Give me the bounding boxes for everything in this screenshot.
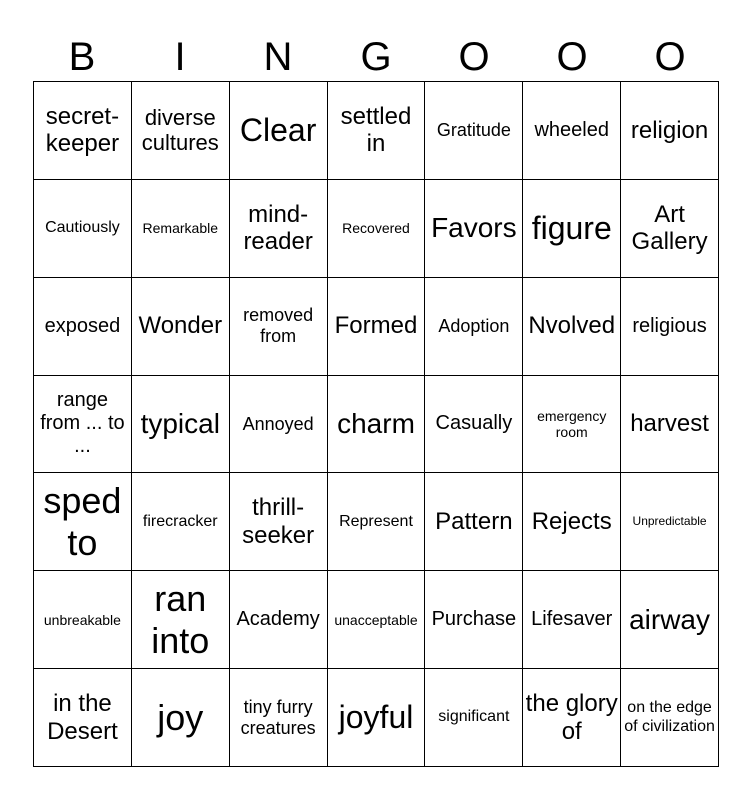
bingo-cell[interactable] [132, 376, 230, 474]
cell-text: Clear [239, 112, 317, 149]
cell-text: Favors [431, 212, 517, 244]
cell-text: the glory of [525, 689, 618, 745]
cell-text: unbreakable [43, 611, 121, 628]
bingo-cell[interactable] [132, 82, 230, 180]
bingo-cell[interactable] [328, 669, 426, 767]
bingo-cell[interactable] [425, 571, 523, 669]
bingo-cell[interactable] [230, 473, 328, 571]
cell-text: mind-reader [243, 200, 313, 256]
bingo-cell[interactable] [523, 82, 621, 180]
cell-text: Purchase [431, 608, 517, 631]
cell-text: Remarkable [142, 220, 219, 237]
cell-text: removed from [243, 305, 314, 347]
cell-text: charm [337, 407, 415, 439]
bingo-cell[interactable] [328, 473, 426, 571]
bingo-cell[interactable] [230, 669, 328, 767]
cell-text: Adoption [438, 315, 510, 336]
cell-text: Recovered [342, 220, 410, 237]
cell-text: exposed [44, 314, 121, 337]
bingo-cell[interactable] [34, 473, 132, 571]
bingo-cell[interactable] [523, 180, 621, 278]
bingo-cell[interactable] [425, 82, 523, 180]
bingo-cell[interactable] [328, 376, 426, 474]
cell-text: secret-keeper [45, 102, 120, 158]
bingo-cell[interactable] [34, 278, 132, 376]
bingo-cell[interactable] [621, 82, 719, 180]
bingo-cell[interactable] [523, 669, 621, 767]
cell-text: figure [531, 209, 612, 246]
cell-text: wheeled [534, 118, 609, 141]
cell-text: on the edge of civilization [624, 699, 715, 735]
bingo-cell[interactable] [328, 571, 426, 669]
bingo-cell[interactable] [621, 473, 719, 571]
bingo-cell[interactable] [34, 82, 132, 180]
bingo-cell[interactable] [132, 278, 230, 376]
cell-text: in the Desert [47, 689, 118, 745]
bingo-cell[interactable] [132, 180, 230, 278]
cell-text: tiny furry creatures [240, 696, 316, 738]
bingo-cell[interactable] [523, 473, 621, 571]
bingo-cell[interactable] [523, 278, 621, 376]
cell-text: religious [632, 314, 707, 337]
bingo-cell[interactable] [621, 278, 719, 376]
bingo-cell[interactable] [132, 669, 230, 767]
cell-text: Nvolved [528, 312, 616, 340]
bingo-cell[interactable] [34, 669, 132, 767]
cell-text: Wonder [138, 312, 223, 340]
bingo-cell[interactable] [230, 82, 328, 180]
cell-text: settled in [340, 102, 412, 158]
bingo-cell[interactable] [34, 571, 132, 669]
cell-text: Art Gallery [631, 200, 708, 256]
cell-text: Gratitude [436, 120, 511, 141]
bingo-cell[interactable] [34, 376, 132, 474]
header-letter-i: I [174, 35, 186, 79]
header-letter-b: B [68, 35, 96, 79]
bingo-cell[interactable] [230, 571, 328, 669]
bingo-cell[interactable] [132, 571, 230, 669]
cell-text: typical [140, 407, 220, 439]
cell-text: joyful [338, 699, 414, 736]
bingo-cell[interactable] [328, 82, 426, 180]
header-letter-o-1: O [458, 35, 490, 79]
cell-text: diverse cultures [141, 105, 219, 156]
bingo-board [33, 81, 719, 767]
cell-text: range from ... to ... [40, 389, 125, 458]
header-letter-o-2: O [556, 35, 588, 79]
cell-text: emergency room [537, 407, 607, 440]
bingo-cell[interactable] [230, 278, 328, 376]
bingo-cell[interactable] [621, 376, 719, 474]
cell-text: unacceptable [334, 611, 418, 628]
bingo-cell[interactable] [328, 180, 426, 278]
cell-text: Annoyed [242, 413, 314, 434]
cell-text: Academy [236, 608, 320, 631]
cell-text: airway [629, 603, 711, 635]
bingo-cell[interactable] [523, 571, 621, 669]
bingo-cell[interactable] [230, 180, 328, 278]
bingo-cell[interactable] [425, 376, 523, 474]
cell-text: sped to [43, 480, 122, 563]
bingo-cell[interactable] [425, 180, 523, 278]
cell-text: religion [630, 116, 709, 144]
cell-text: harvest [630, 410, 709, 438]
bingo-cell[interactable] [621, 571, 719, 669]
bingo-cell[interactable] [621, 669, 719, 767]
cell-text: joy [157, 696, 204, 738]
cell-text: Cautiously [45, 219, 120, 237]
cell-text: Formed [334, 312, 418, 340]
cell-text: Represent [339, 512, 413, 530]
bingo-cell[interactable] [621, 180, 719, 278]
bingo-header [33, 34, 719, 81]
cell-text: significant [438, 708, 510, 726]
cell-text: Rejects [531, 508, 612, 536]
bingo-cell[interactable] [230, 376, 328, 474]
cell-text: Lifesaver [531, 608, 613, 631]
cell-text: firecracker [142, 512, 218, 530]
cell-text: Unpredictable [632, 513, 707, 528]
cell-text: Casually [435, 412, 513, 435]
bingo-cell[interactable] [328, 278, 426, 376]
header-letter-g: G [360, 35, 392, 79]
cell-text: ran into [151, 578, 210, 661]
bingo-cell[interactable] [425, 473, 523, 571]
cell-text: Pattern [435, 508, 513, 536]
header-letter-n: N [263, 35, 293, 79]
header-letter-o-3: O [654, 35, 686, 79]
bingo-cell[interactable] [425, 669, 523, 767]
bingo-cell[interactable] [523, 376, 621, 474]
bingo-cell[interactable] [132, 473, 230, 571]
bingo-cell[interactable] [34, 180, 132, 278]
cell-text: thrill-seeker [242, 494, 315, 549]
bingo-cell[interactable] [425, 278, 523, 376]
